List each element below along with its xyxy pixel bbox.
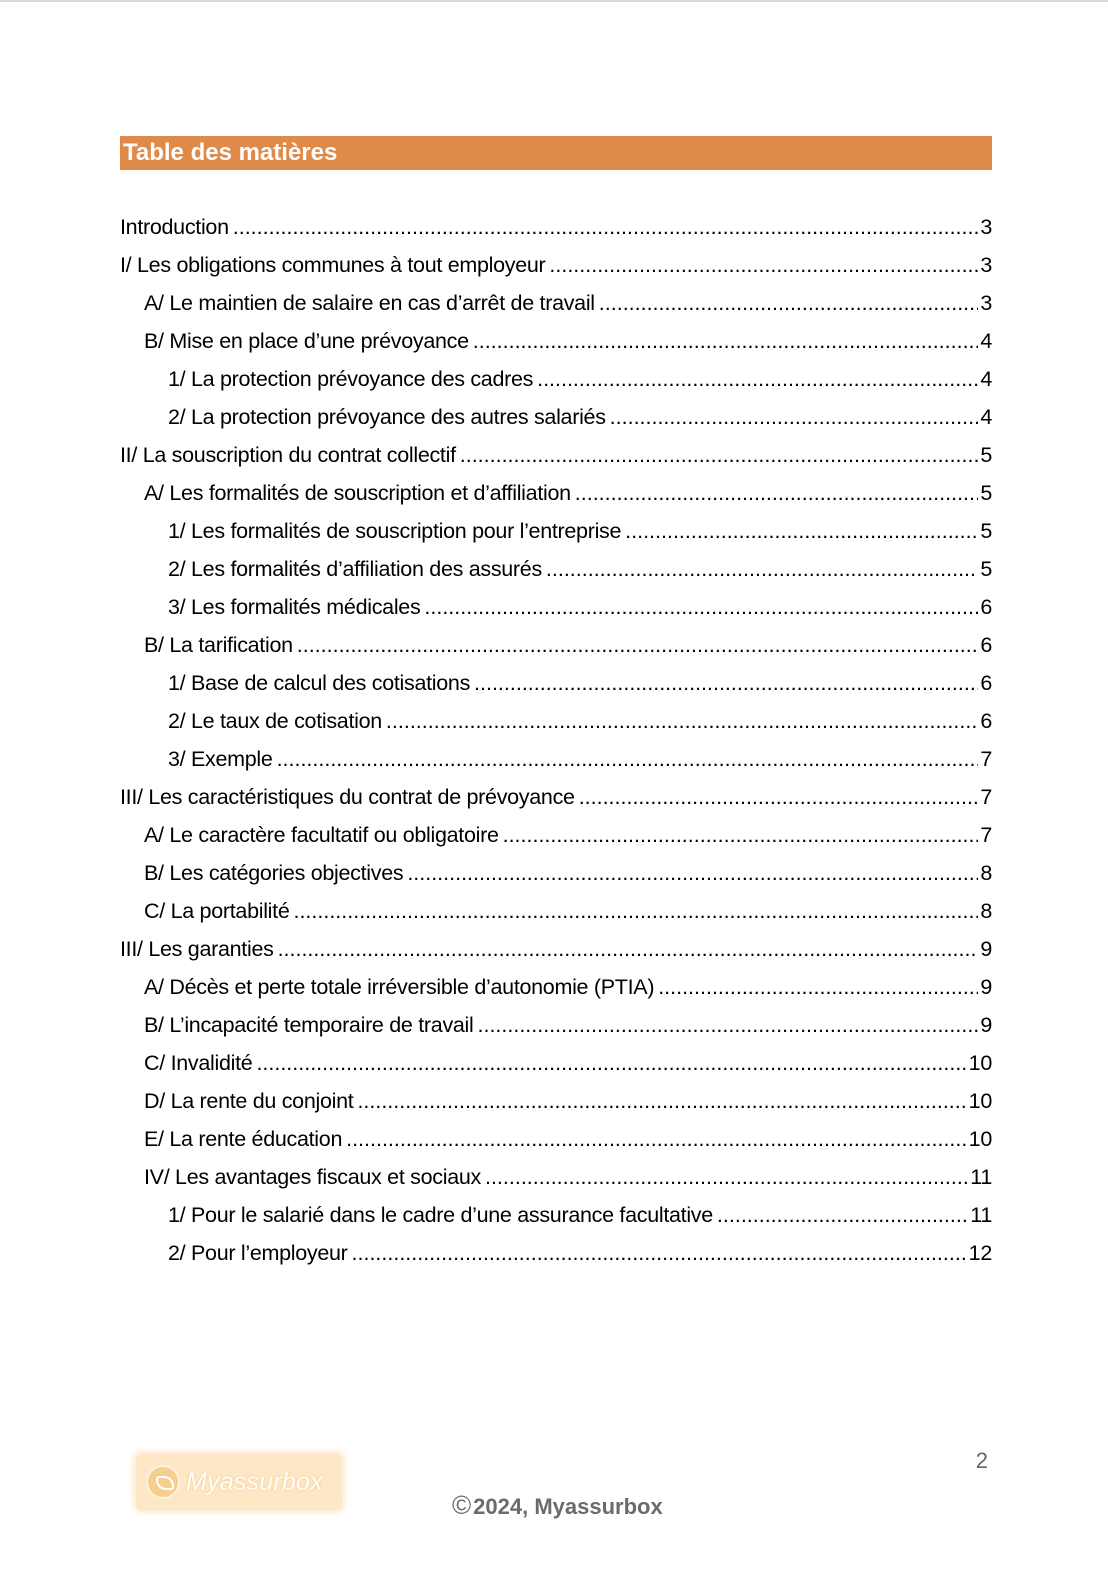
toc-entry-title: C/ La portabilité — [144, 899, 290, 923]
toc-entry-page: 5 — [980, 519, 992, 543]
toc-dot-leader — [537, 360, 978, 398]
toc-entry-title: I/ Les obligations communes à tout employeur — [120, 253, 546, 277]
toc-dot-leader — [407, 854, 978, 892]
toc-dot-leader — [478, 1006, 979, 1044]
toc-entry-page: 6 — [980, 595, 992, 619]
toc-entry-page: 5 — [980, 443, 992, 467]
copyright-text: 2024, Myassurbox — [473, 1494, 663, 1519]
toc-entry[interactable] — [120, 816, 992, 854]
toc-entry-page: 8 — [980, 899, 992, 923]
toc-dot-leader — [473, 322, 979, 360]
toc-dot-leader — [460, 436, 979, 474]
graduation-cap-icon — [146, 1465, 180, 1499]
toc-entry-page: 12 — [968, 1241, 992, 1265]
toc-entry-title: 2/ Pour l’employeur — [168, 1241, 348, 1265]
toc-entry-page: 9 — [980, 1013, 992, 1037]
toc-entry[interactable] — [120, 436, 992, 474]
copyright-icon: © — [452, 1490, 472, 1520]
toc-entry[interactable] — [120, 398, 992, 436]
toc-entry-page: 5 — [980, 481, 992, 505]
toc-dot-leader — [357, 1082, 966, 1120]
toc-entry-title: A/ Le maintien de salaire en cas d’arrêt de travail — [144, 291, 595, 315]
toc-entry[interactable] — [120, 588, 992, 626]
toc-entry[interactable] — [120, 930, 992, 968]
toc-dot-leader — [485, 1158, 968, 1196]
toc-entry-page: 7 — [980, 785, 992, 809]
toc-dot-leader — [424, 588, 978, 626]
toc-entry[interactable] — [120, 246, 992, 284]
toc-entry-title: B/ Mise en place d’une prévoyance — [144, 329, 469, 353]
toc-entry-page: 6 — [980, 709, 992, 733]
toc-entry-page: 3 — [980, 291, 992, 315]
toc-dot-leader — [256, 1044, 966, 1082]
toc-entry-page: 4 — [980, 405, 992, 429]
toc-entry-page: 4 — [980, 367, 992, 391]
toc-dot-leader — [549, 246, 978, 284]
toc-entry-title: III/ Les caractéristiques du contrat de prévoyance — [120, 785, 575, 809]
toc-entry-title: B/ L’incapacité temporaire de travail — [144, 1013, 474, 1037]
toc-entry[interactable] — [120, 360, 992, 398]
toc-dot-leader — [293, 892, 978, 930]
toc-entry[interactable] — [120, 664, 992, 702]
toc-entry-title: 2/ Les formalités d’affiliation des assurés — [168, 557, 542, 581]
toc-entry[interactable] — [120, 284, 992, 322]
toc-entry-page: 6 — [980, 671, 992, 695]
toc-entry[interactable] — [120, 1006, 992, 1044]
page-number: 2 — [975, 1448, 988, 1473]
toc-entry[interactable] — [120, 322, 992, 360]
toc-entry-page: 7 — [980, 747, 992, 771]
toc-entry-title: C/ Invalidité — [144, 1051, 253, 1075]
toc-dot-leader — [599, 284, 979, 322]
toc-entry-title: 1/ La protection prévoyance des cadres — [168, 367, 534, 391]
toc-entry[interactable] — [120, 474, 992, 512]
toc-entry[interactable] — [120, 512, 992, 550]
toc-entry[interactable] — [120, 740, 992, 778]
toc-entry[interactable] — [120, 854, 992, 892]
toc-entry-title: Introduction — [120, 215, 229, 239]
toc-entry-title: A/ Le caractère facultatif ou obligatoire — [144, 823, 499, 847]
toc-entry-title: 3/ Les formalités médicales — [168, 595, 421, 619]
toc-entry[interactable] — [120, 1158, 992, 1196]
toc-dot-leader — [297, 626, 979, 664]
toc-entry-page: 3 — [980, 253, 992, 277]
toc-dot-leader — [610, 398, 979, 436]
toc-entry-page: 9 — [980, 937, 992, 961]
toc-entry[interactable] — [120, 968, 992, 1006]
toc-dot-leader — [575, 474, 979, 512]
toc-entry-page: 3 — [980, 215, 992, 239]
toc-entry-page: 11 — [970, 1165, 992, 1189]
toc-entry-title: 3/ Exemple — [168, 747, 273, 771]
toc-entry-title: B/ La tarification — [144, 633, 293, 657]
toc-dot-leader — [386, 702, 978, 740]
toc-entry[interactable] — [120, 626, 992, 664]
toc-entry-title: III/ Les garanties — [120, 937, 274, 961]
toc-dot-leader — [625, 512, 978, 550]
toc-entry-title: D/ La rente du conjoint — [144, 1089, 354, 1113]
toc-entry[interactable] — [120, 778, 992, 816]
toc-entry[interactable] — [120, 550, 992, 588]
copyright-footer — [452, 1490, 663, 1521]
toc-dot-leader — [346, 1120, 967, 1158]
toc-entry-title: IV/ Les avantages fiscaux et sociaux — [144, 1165, 481, 1189]
toc-entry-page: 4 — [980, 329, 992, 353]
myassurbox-logo — [136, 1454, 342, 1510]
toc-dot-leader — [546, 550, 978, 588]
toc-dot-leader — [278, 930, 979, 968]
toc-dot-leader — [717, 1196, 968, 1234]
toc-entry-title: 1/ Base de calcul des cotisations — [168, 671, 471, 695]
toc-dot-leader — [352, 1234, 967, 1272]
toc-entry-title: 1/ Les formalités de souscription pour l’entreprise — [168, 519, 622, 543]
toc-dot-leader — [474, 664, 978, 702]
toc-entry-page: 6 — [980, 633, 992, 657]
toc-entry-title: II/ La souscription du contrat collectif — [120, 443, 456, 467]
toc-entry-page: 9 — [980, 975, 992, 999]
toc-dot-leader — [277, 740, 979, 778]
toc-entry[interactable] — [120, 892, 992, 930]
toc-entry-title: 2/ La protection prévoyance des autres salariés — [168, 405, 606, 429]
toc-entry[interactable] — [120, 702, 992, 740]
toc-entry-title: E/ La rente éducation — [144, 1127, 343, 1151]
toc-entry-page: 8 — [980, 861, 992, 885]
toc-entry-page: 10 — [968, 1127, 992, 1151]
page-top-border — [0, 0, 1108, 2]
toc-entry-page: 5 — [980, 557, 992, 581]
toc-dot-leader — [658, 968, 978, 1006]
table-of-contents — [120, 208, 992, 1272]
toc-entry-page: 7 — [980, 823, 992, 847]
toc-entry-page: 10 — [968, 1089, 992, 1113]
toc-entry[interactable] — [120, 1082, 992, 1120]
toc-dot-leader — [579, 778, 979, 816]
toc-dot-leader — [233, 208, 979, 246]
logo-text: Myassurbox — [186, 1467, 323, 1496]
toc-entry-title: A/ Les formalités de souscription et d’affiliation — [144, 481, 571, 505]
toc-entry[interactable] — [120, 208, 992, 246]
toc-entry[interactable] — [120, 1044, 992, 1082]
toc-entry[interactable] — [120, 1196, 992, 1234]
toc-entry-title: B/ Les catégories objectives — [144, 861, 404, 885]
toc-entry-title: A/ Décès et perte totale irréversible d’autonomie (PTIA) — [144, 975, 655, 999]
toc-entry[interactable] — [120, 1120, 992, 1158]
toc-entry[interactable] — [120, 1234, 992, 1272]
toc-heading: Table des matières — [120, 136, 992, 170]
toc-entry-page: 11 — [970, 1203, 992, 1227]
toc-entry-title: 1/ Pour le salarié dans le cadre d’une assurance facultative — [168, 1203, 713, 1227]
toc-dot-leader — [503, 816, 979, 854]
toc-entry-page: 10 — [968, 1051, 992, 1075]
toc-entry-title: 2/ Le taux de cotisation — [168, 709, 382, 733]
